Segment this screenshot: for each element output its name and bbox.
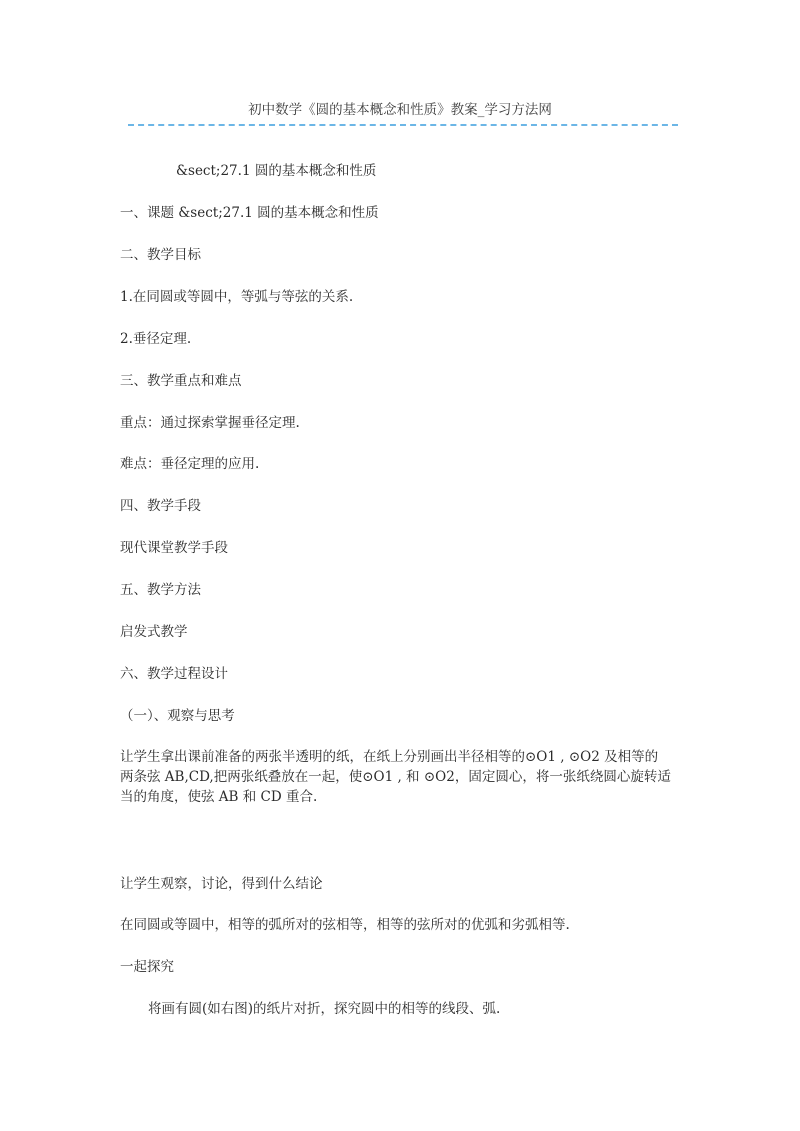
explore-heading: 一起探究	[120, 959, 174, 975]
section-title: &sect;27.1 圆的基本概念和性质	[176, 163, 377, 179]
goals-heading: 二、教学目标	[120, 247, 201, 263]
lesson-title: 一、课题 &sect;27.1 圆的基本概念和性质	[120, 205, 379, 221]
method-text: 启发式教学	[120, 624, 188, 640]
observe-line-2: 两条弦 AB,CD,把两张纸叠放在一起，使⊙O1 , 和 ⊙O2，固定圆心，将一张纸绕圆心旋转适	[120, 769, 671, 785]
goal-item-2: 2.垂径定理.	[120, 331, 192, 347]
observe-paragraph	[120, 747, 690, 807]
page-title: 初中数学《圆的基本概念和性质》教案_学习方法网	[248, 102, 552, 118]
keypoint-text: 重点：通过探索掌握垂径定理.	[120, 415, 300, 431]
conclusion-text: 在同圆或等圆中，相等的弧所对的弦相等，相等的弦所对的优弧和劣弧相等.	[120, 917, 570, 933]
process-heading: 六、教学过程设计	[120, 666, 228, 682]
observe-line-1: 让学生拿出课前准备的两张半透明的纸，在纸上分别画出半径相等的⊙O1 , ⊙O2 及相等的	[120, 749, 659, 765]
goal-item-1: 1.在同圆或等圆中，等弧与等弦的关系.	[120, 289, 354, 305]
observe-line-3: 当的角度，使弦 AB 和 CD 重合.	[120, 789, 318, 805]
explore-text: 将画有圆(如右图)的纸片对折，探究圆中的相等的线段、弧.	[148, 1001, 501, 1017]
means-text: 现代课堂教学手段	[120, 540, 228, 556]
keypoints-heading: 三、教学重点和难点	[120, 373, 242, 389]
means-heading: 四、教学手段	[120, 498, 201, 514]
observe-heading: （一）、观察与思考	[120, 708, 235, 724]
discuss-text: 让学生观察，讨论，得到什么结论	[120, 876, 323, 892]
method-heading: 五、教学方法	[120, 582, 201, 598]
difficulty-text: 难点：垂径定理的应用.	[120, 456, 260, 472]
header-divider	[128, 124, 678, 126]
